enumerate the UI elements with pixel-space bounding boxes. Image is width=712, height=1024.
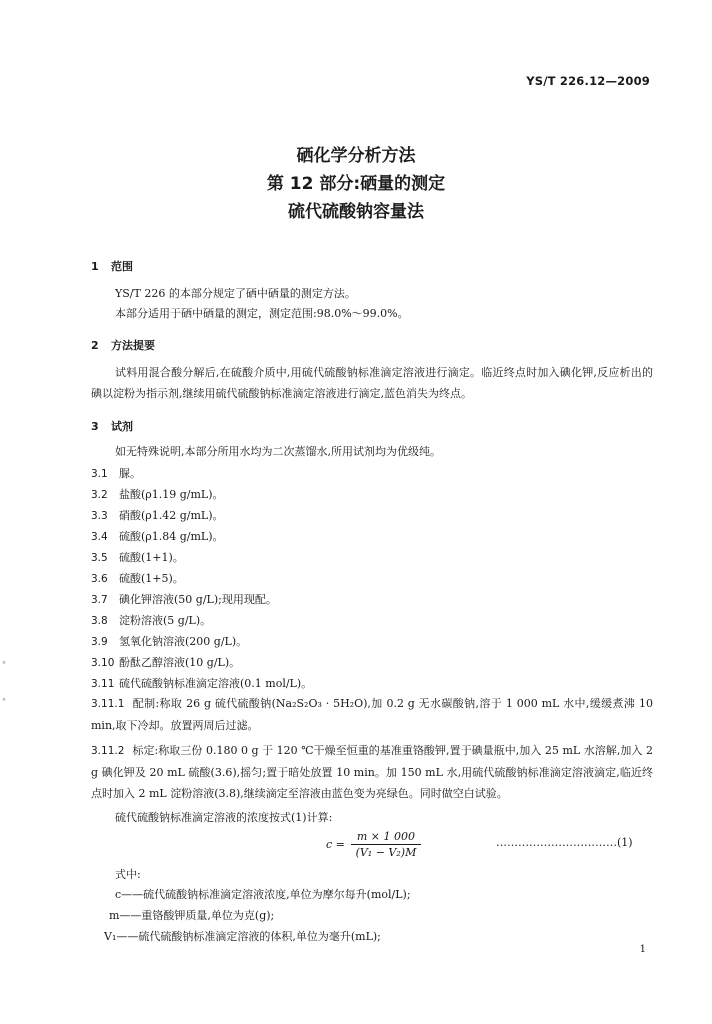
equation-number: ……………………………(1) bbox=[496, 836, 633, 849]
calculation-intro: 硫代硫酸钠标准滴定溶液的浓度按式(1)计算: bbox=[115, 811, 333, 824]
reagent-item-text: 酚酞乙醇溶液(10 g/L)。 bbox=[119, 656, 241, 669]
reagent-item-text: 硫酸(1+1)。 bbox=[119, 551, 184, 564]
reagent-item-number: 3.10 bbox=[91, 657, 115, 669]
section-1-heading bbox=[91, 258, 133, 274]
reagent-item bbox=[91, 592, 277, 608]
margin-speck: ° bbox=[2, 697, 6, 706]
section-2-number: 2 bbox=[91, 339, 99, 352]
preparation-paragraph bbox=[91, 693, 653, 736]
reagent-item-number: 3.8 bbox=[91, 615, 108, 627]
reagent-item-text: 硝酸(ρ1.42 g/mL)。 bbox=[119, 509, 224, 522]
formula-denominator: (V₁ − V₂)M bbox=[355, 846, 417, 859]
reagent-item-number: 3.2 bbox=[91, 489, 108, 501]
section-1-number: 1 bbox=[91, 260, 99, 273]
reagent-item bbox=[91, 487, 224, 503]
page-number: 1 bbox=[639, 944, 646, 955]
section-3-heading bbox=[91, 418, 133, 434]
reagent-item bbox=[91, 676, 312, 692]
reagent-item bbox=[91, 634, 247, 650]
reagent-item bbox=[91, 550, 184, 566]
reagent-item-text: 盐酸(ρ1.19 g/mL)。 bbox=[119, 488, 224, 501]
standardization-paragraph bbox=[91, 740, 653, 804]
standardization-number: 3.11.2 bbox=[91, 745, 125, 757]
reagent-item-text: 氢氧化钠溶液(200 g/L)。 bbox=[119, 635, 248, 648]
reagent-item-number: 3.11 bbox=[91, 678, 115, 690]
preparation-text: 配制:称取 26 g 硫代硫酸钠(Na₂S₂O₃ · 5H₂O),加 0.2 g 无水碳酸钠,溶于 1 000 mL 水中,缓缓煮沸 10 min,取下冷却。放置两周后过滤。 bbox=[91, 697, 653, 732]
reagent-item-number: 3.7 bbox=[91, 594, 108, 606]
title-line-1: 硒化学分析方法 bbox=[296, 146, 416, 166]
title-line-2: 第 12 部分:硒量的测定 bbox=[266, 174, 446, 194]
reagent-item-number: 3.9 bbox=[91, 636, 108, 648]
formula-lhs: c = bbox=[326, 838, 345, 851]
concentration-formula bbox=[326, 830, 421, 859]
reagent-item-text: 硫酸(ρ1.84 g/mL)。 bbox=[119, 530, 224, 543]
reagent-item bbox=[91, 508, 224, 524]
reagent-item bbox=[91, 529, 224, 545]
reagent-item-text: 碘化钾溶液(50 g/L);现用现配。 bbox=[119, 593, 277, 606]
reagent-item-number: 3.6 bbox=[91, 573, 108, 585]
definitions-intro: 式中: bbox=[115, 868, 141, 881]
definition-c: c——硫代硫酸钠标准滴定溶液浓度,单位为摩尔每升(mol/L); bbox=[115, 888, 411, 901]
reagent-item-text: 硫酸(1+5)。 bbox=[119, 572, 184, 585]
section-3-number: 3 bbox=[91, 420, 99, 433]
formula-numerator: m × 1 000 bbox=[351, 830, 421, 845]
section-2-title: 方法提要 bbox=[111, 339, 155, 352]
reagent-item-number: 3.1 bbox=[91, 468, 108, 480]
reagent-item-text: 脲。 bbox=[119, 467, 141, 480]
reagent-item bbox=[91, 655, 240, 671]
reagent-item bbox=[91, 613, 211, 629]
title-line-3: 硫代硫酸钠容量法 bbox=[288, 202, 424, 222]
definition-m: m——重铬酸钾质量,单位为克(g); bbox=[109, 909, 275, 922]
section-1-title: 范围 bbox=[111, 260, 133, 273]
reagents-intro: 如无特殊说明,本部分所用水均为二次蒸馏水,所用试剂均为优级纯。 bbox=[115, 445, 441, 458]
preparation-number: 3.11.1 bbox=[91, 698, 125, 710]
formula-fraction bbox=[351, 830, 421, 859]
reagent-item bbox=[91, 571, 184, 587]
scope-paragraph-1: YS/T 226 的本部分规定了硒中硒量的测定方法。 bbox=[115, 287, 356, 300]
reagent-item-number: 3.3 bbox=[91, 510, 108, 522]
definition-v1: V₁——硫代硫酸钠标准滴定溶液的体积,单位为毫升(mL); bbox=[104, 930, 381, 943]
reagent-item-text: 硫代硫酸钠标准滴定溶液(0.1 mol/L)。 bbox=[119, 677, 313, 690]
reagent-item-text: 淀粉溶液(5 g/L)。 bbox=[119, 614, 212, 627]
reagent-item bbox=[91, 466, 141, 482]
principle-paragraph: 试料用混合酸分解后,在硫酸介质中,用硫代硫酸钠标准滴定溶液进行滴定。临近终点时加入碘化钾,反应析出的碘以淀粉为指示剂,继续用硫代硫酸钠标准滴定溶液进行滴定,蓝色消失为终点。 bbox=[91, 366, 653, 400]
section-3-title: 试剂 bbox=[111, 420, 133, 433]
margin-speck: ° bbox=[2, 660, 6, 669]
reagent-item-number: 3.5 bbox=[91, 552, 108, 564]
scope-paragraph-2: 本部分适用于硒中硒量的测定，测定范围:98.0%～99.0%。 bbox=[115, 307, 409, 320]
document-title bbox=[0, 142, 712, 226]
standardization-text: 标定:称取三份 0.180 0 g 于 120 ℃干燥至恒重的基准重铬酸钾,置于碘量瓶中,加入 25 mL 水溶解,加入 2 g 碘化钾及 20 mL 硫酸(3.6),摇匀;置于暗处放置 10 min。加 150 mL 水,用硫代硫酸钠标准滴定溶液滴定,临近终点时加入 2 mL 淀粉溶液(3.8),继续滴定至溶液由蓝色变为亮绿色。同时做空白试验。 bbox=[91, 744, 653, 800]
standard-code: YS/T 226.12—2009 bbox=[526, 74, 650, 88]
reagent-item-number: 3.4 bbox=[91, 531, 108, 543]
section-2-heading bbox=[91, 337, 155, 353]
